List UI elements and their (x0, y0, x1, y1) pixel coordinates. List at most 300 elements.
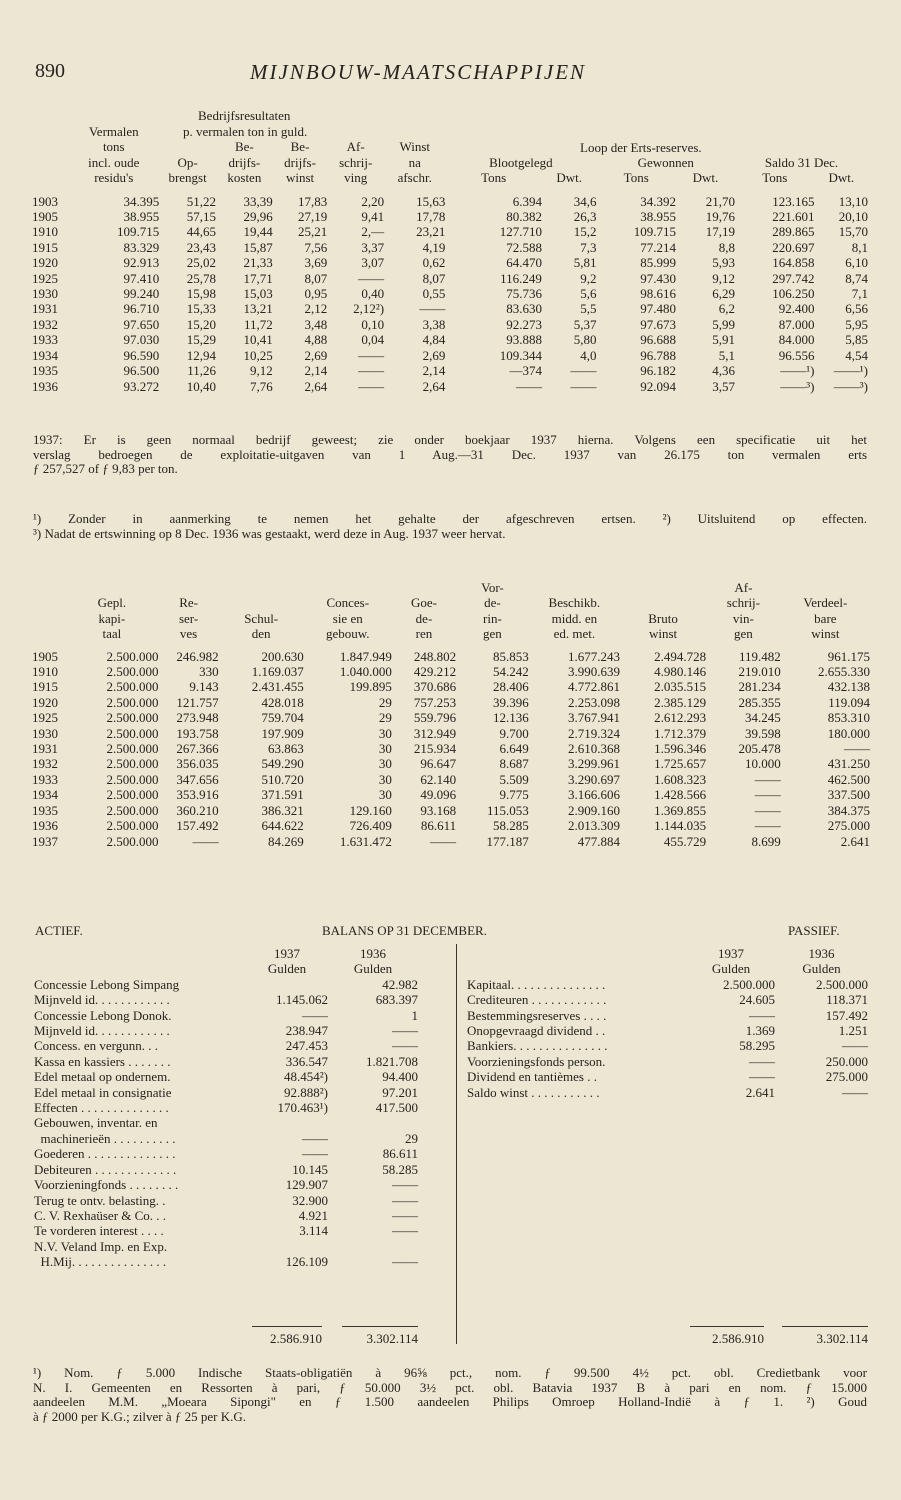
table-cell: 3,69 (304, 255, 328, 271)
balans-value: 1.145.062 (276, 992, 328, 1008)
table-cell: 0,95 (304, 286, 328, 302)
balans-value: 683.397 (375, 992, 418, 1008)
table2-column-header: den (251, 626, 271, 642)
table-cell: 33,39 (243, 193, 273, 209)
table1-column-header: Vermalen (88, 124, 139, 139)
table-row (32, 255, 868, 270)
balans-value: —— (302, 1146, 328, 1162)
passief-unit-header: Gulden (802, 961, 841, 977)
table-cell: 17,83 (298, 193, 328, 209)
table-cell: 961.175 (827, 648, 870, 664)
row-year: 1910 (32, 664, 58, 680)
table-cell: 2.909.160 (567, 802, 620, 818)
table-cell: 5.509 (499, 771, 529, 787)
table-cell: 119.482 (738, 648, 781, 664)
table-cell: 1.847.949 (339, 648, 392, 664)
table2-column-header: ren (415, 626, 433, 642)
balans-footnotes (33, 1366, 867, 1424)
table-row (32, 787, 870, 802)
table-cell: 1.725.657 (654, 756, 707, 772)
row-year: 1930 (32, 286, 58, 302)
table2-column-header: Gepl. (97, 595, 127, 611)
actief-total-rule-1937 (252, 1326, 322, 1327)
table-cell: 97.650 (123, 316, 160, 332)
table-cell: 8.687 (499, 756, 529, 772)
balans-label: Te vorderen interest . . . . (34, 1223, 164, 1239)
table-cell: 2,14 (422, 363, 446, 379)
balans-row (34, 992, 418, 1007)
row-year: 1937 (32, 833, 58, 849)
table-cell: 7,1 (851, 286, 868, 302)
balans-value: 157.492 (825, 1007, 868, 1023)
passief-total-1937: 2.586.910 (712, 1331, 764, 1346)
table-cell: 1.428.566 (654, 787, 707, 803)
table-cell: 285.355 (738, 694, 781, 710)
table1-column-header: afschr. (397, 170, 432, 186)
table2-column-header: de- (415, 610, 433, 626)
balans-value: 126.109 (285, 1254, 328, 1270)
table-cell: 5,81 (573, 255, 597, 271)
note-line: 1937: Er is geen normaal bedrijf geweest; zie onder boekjaar 1937 hierna. Volgens een specificatie uit het (33, 432, 867, 447)
table-cell: 115.053 (486, 802, 529, 818)
table-cell: —— (754, 802, 781, 818)
table-cell: 759.704 (261, 710, 304, 726)
table1-column-header: Saldo 31 Dec. (764, 154, 839, 170)
actief-unit-header: Gulden (267, 961, 307, 977)
table-cell: 4.772.861 (567, 679, 620, 695)
table-cell: —— (419, 301, 446, 317)
table-cell: 2.500.000 (106, 710, 159, 726)
table-cell: 86.611 (420, 818, 457, 834)
table-cell: 30 (378, 787, 392, 803)
table-cell: —— (754, 787, 781, 803)
balans-title: BALANS OP 31 DECEMBER. (322, 923, 487, 938)
table2-column-header: Goe- (410, 595, 437, 611)
table-row (32, 209, 868, 224)
table2-column-header: Schul- (244, 610, 279, 626)
balans-row (34, 1208, 418, 1223)
table1-note-1937 (33, 433, 867, 477)
balans-value: 275.000 (825, 1069, 868, 1085)
table1-column-header: Af- (346, 139, 365, 155)
table-cell: 20,10 (838, 209, 868, 225)
table-cell: 127.710 (499, 224, 542, 240)
table-cell: 199.895 (349, 679, 392, 695)
table1-column-header: kosten (227, 170, 262, 186)
balans-row (34, 1146, 418, 1161)
table1-group-header-reserves: Loop der Erts-reserves. (580, 140, 702, 155)
balans-value: 1.821.708 (366, 1053, 418, 1069)
balans-value: —— (842, 1038, 868, 1054)
balans-label: Gebouwen, inventar. en (34, 1115, 158, 1131)
table-cell: 275.000 (827, 818, 870, 834)
table-cell: 5,5 (580, 301, 597, 317)
balans-value: 94.400 (382, 1069, 418, 1085)
table-cell: 96.556 (778, 347, 815, 363)
table-cell: 17,71 (243, 270, 273, 286)
table-cell: 15,63 (416, 193, 446, 209)
table-cell: 429.212 (413, 664, 457, 680)
table-cell: 99.240 (123, 286, 160, 302)
table-cell: 1.040.000 (339, 664, 392, 680)
table-cell: 2.431.455 (251, 679, 304, 695)
table-cell: 12.136 (492, 710, 529, 726)
balans-label: Edel metaal in consignatie (34, 1084, 172, 1100)
table-cell: 2,69 (304, 347, 328, 363)
balans-row (467, 992, 868, 1007)
balans-value: —— (749, 1007, 775, 1023)
table1-column-header: drijfs- (228, 154, 261, 170)
table-cell: 4,36 (712, 363, 736, 379)
actief-year-header: 1937 (274, 946, 300, 961)
table-cell: 84.000 (778, 332, 815, 348)
balans-label: Concessie Lebong Simpang (34, 976, 180, 992)
balans-value: 29 (405, 1130, 418, 1146)
table-cell: 386.321 (261, 802, 304, 818)
table-cell: 180.000 (827, 725, 870, 741)
table1-column-header: residu's (94, 170, 134, 186)
table-cell: 5,95 (845, 316, 868, 332)
table-cell: 9.775 (499, 787, 529, 803)
table-cell: 2.641 (840, 833, 870, 849)
balans-label: Debiteuren . . . . . . . . . . . . . (34, 1161, 177, 1177)
table-row (32, 741, 870, 756)
table-cell: 72.588 (506, 239, 542, 255)
table-cell: 13,10 (838, 193, 868, 209)
balans-row (34, 1008, 418, 1023)
table-cell: 5,80 (573, 332, 597, 348)
row-year: 1934 (32, 347, 58, 363)
table-cell: 44,65 (186, 224, 216, 240)
balans-passief-title: PASSIEF. (788, 923, 840, 938)
table-cell: 6.649 (499, 741, 529, 757)
table-cell: 97.430 (640, 270, 676, 286)
table1-column-header: winst (285, 170, 315, 186)
table1-column-header: schrij- (339, 154, 373, 170)
table-cell: —— (570, 378, 597, 394)
balans-label: Edel metaal op ondernem. (34, 1069, 171, 1085)
balans-row (34, 1085, 418, 1100)
table-cell: 34.395 (123, 193, 160, 209)
table-cell: 10,40 (186, 378, 216, 394)
table-cell: 15,03 (243, 286, 273, 302)
page-number: 890 (35, 60, 65, 82)
table2-column-header: Conces- (326, 595, 370, 611)
balans-value (328, 1239, 418, 1254)
balans-row (467, 1085, 868, 1100)
table-cell: 3,38 (422, 316, 446, 332)
table-cell: —— (358, 378, 385, 394)
row-year: 1930 (32, 725, 58, 741)
balans-value: 10.145 (292, 1161, 328, 1177)
table-cell: 9.700 (499, 725, 529, 741)
table1-column-header: Dwt. (556, 170, 583, 186)
table-row (32, 332, 868, 347)
table-cell: 93.888 (506, 332, 542, 348)
balans-row (467, 1008, 868, 1023)
table-cell: 21,70 (705, 193, 736, 209)
production-table (32, 124, 868, 394)
table2-column-header: de- (484, 595, 501, 611)
table-cell: 19,76 (705, 209, 736, 225)
table2-column-header: gebouw. (325, 626, 370, 642)
balans-value: 97.201 (382, 1084, 418, 1100)
table-cell: 98.616 (640, 286, 676, 302)
table1-column-header: Tons (623, 170, 649, 186)
table2-column-header: Bruto (648, 610, 678, 626)
table-cell: 177.187 (486, 833, 529, 849)
table-cell: 85.853 (492, 648, 529, 664)
balans-value: —— (302, 1130, 328, 1146)
table2-column-header: ves (179, 626, 198, 642)
table2-column-header: winst (648, 626, 678, 642)
table-cell: 29 (378, 694, 392, 710)
table-cell: 92.094 (640, 378, 676, 394)
balans-value: —— (749, 1069, 775, 1085)
table-cell: 0,55 (422, 286, 446, 302)
table2-column-header: gen (483, 626, 502, 642)
balans-row (34, 1193, 418, 1208)
table-row (32, 664, 870, 679)
table-cell: 432.138 (827, 679, 870, 695)
footnote-line: ¹) Nom. ƒ 5.000 Indische Staats-obligatiën à 96⅝ pct., nom. ƒ 99.500 4½ pct. obl. Credietbank voor (33, 1365, 867, 1380)
table-cell: 2,— (361, 224, 385, 240)
table-cell: 5,1 (718, 347, 736, 363)
balans-value: —— (392, 1192, 418, 1208)
balans-value: 170.463¹) (277, 1100, 328, 1116)
table2-column-header: Beschikb. (548, 595, 601, 611)
footnote-line: aandeelen M.M. „Moeara Sipongi" en ƒ 1.500 aandeelen Philips Omroep Holland-Indië à ƒ 1. ²) Goud (33, 1394, 867, 1409)
table-cell: 38.955 (640, 209, 676, 225)
table-cell: 3.166.606 (567, 787, 620, 803)
table-cell: 644.622 (261, 818, 304, 834)
table-cell: 5,37 (573, 316, 597, 332)
table-cell: 2.013.309 (567, 818, 620, 834)
actief-table (34, 946, 418, 1270)
table-cell: 1.144.035 (654, 818, 707, 834)
table-cell: 34.245 (744, 710, 781, 726)
balans-value: 24.605 (739, 992, 775, 1008)
balans-label: Concessie Lebong Donok. (34, 1007, 172, 1023)
table2-column-header: gen (734, 626, 753, 642)
table-cell: 1.712.379 (654, 725, 707, 741)
table-cell: 248.802 (413, 648, 457, 664)
table-cell: 62.140 (420, 771, 457, 787)
balans-value: —— (392, 1207, 418, 1223)
balans-row (467, 1038, 868, 1053)
table-cell: 2.500.000 (106, 833, 159, 849)
table-cell: 13,21 (243, 301, 273, 317)
balans-row (34, 977, 418, 992)
balans-row (467, 1069, 868, 1084)
table-cell: 7,76 (250, 378, 273, 394)
table-row (32, 710, 870, 725)
table-cell: 219.010 (738, 664, 781, 680)
table-cell: —— (844, 741, 870, 757)
note-line: ƒ 257,527 of ƒ 9,83 per ton. (33, 461, 178, 476)
table-cell: 2.500.000 (106, 725, 159, 741)
table-cell: 3.290.697 (567, 771, 620, 787)
table-cell: 289.865 (772, 224, 815, 240)
table-cell: 164.858 (772, 255, 815, 271)
financial-table (32, 580, 870, 849)
table1-column-header: ving (344, 170, 368, 186)
table-cell: 370.686 (413, 679, 457, 695)
table-cell: 96.788 (640, 347, 676, 363)
balans-label: Voorzieningfonds . . . . . . . . (34, 1177, 179, 1193)
balans-value: 129.907 (285, 1177, 328, 1193)
table-cell: 2,20 (361, 193, 385, 209)
table-cell: 12,94 (186, 347, 216, 363)
table-cell: 2,12²) (353, 301, 385, 317)
table-row (32, 224, 868, 239)
balans-value: —— (392, 1223, 418, 1239)
row-year: 1932 (32, 756, 58, 772)
table-cell: 8,74 (845, 270, 868, 286)
table-cell: —374 (509, 363, 542, 379)
table-cell: 28.406 (492, 679, 529, 695)
table-cell: 119.094 (828, 694, 870, 710)
table-cell: 129.160 (349, 802, 392, 818)
table-cell: 267.366 (176, 741, 219, 757)
row-year: 1905 (32, 209, 58, 225)
table-cell: 92.400 (778, 301, 815, 317)
balans-row (34, 1100, 418, 1115)
balans-value (246, 1239, 328, 1254)
table-row (32, 695, 870, 710)
table-cell: ——¹) (833, 363, 868, 379)
table-cell: 1.169.037 (251, 664, 304, 680)
table2-column-header: rin- (483, 610, 502, 626)
table-cell: 3.767.941 (567, 710, 620, 726)
table-cell: 25,02 (186, 255, 216, 271)
balans-label: Dividend en tantièmes . . (467, 1069, 597, 1085)
balans-value (246, 1115, 328, 1130)
table-cell: 21,33 (243, 255, 273, 271)
table-cell: 116.249 (500, 270, 542, 286)
table-cell: 2.500.000 (106, 679, 159, 695)
table-cell: 30 (378, 725, 392, 741)
balans-value: 238.947 (285, 1023, 328, 1039)
table2-column-header: Vor- (481, 580, 504, 595)
table-cell: 281.234 (738, 679, 781, 695)
balans-label: Voorzieningsfonds person. (467, 1053, 606, 1069)
table-cell: 34.392 (640, 193, 676, 209)
balans-label: machinerieën . . . . . . . . . . (34, 1130, 176, 1146)
table-cell: ——³) (833, 378, 868, 394)
table-cell: 29,96 (243, 209, 273, 225)
balans-value: 4.921 (298, 1207, 328, 1223)
row-year: 1910 (32, 224, 58, 240)
table-cell: 80.382 (506, 209, 542, 225)
table-cell: 17,78 (416, 209, 446, 225)
table-cell: 371.591 (261, 787, 304, 803)
balans-value: 48.454²) (284, 1069, 328, 1085)
balans-label: N.V. Veland Imp. en Exp. (34, 1238, 168, 1254)
table2-column-header: ser- (178, 610, 199, 626)
table-cell: 9,12 (250, 363, 273, 379)
table-row (32, 772, 870, 787)
table-cell: 2.253.098 (567, 694, 620, 710)
row-year: 1936 (32, 378, 58, 394)
table-cell: 8,1 (851, 239, 868, 255)
balans-value: —— (392, 1038, 418, 1054)
table-row (32, 834, 870, 849)
table1-column-header: Tons (481, 170, 507, 186)
balans-value: —— (392, 1177, 418, 1193)
table2-column-header: vin- (732, 610, 754, 626)
balans-value: 3.114 (299, 1223, 328, 1239)
table1-column-header: Tons (762, 170, 788, 186)
balans-value: 250.000 (825, 1053, 868, 1069)
table-cell: 92.913 (123, 255, 160, 271)
passief-total-rule-1936 (782, 1326, 868, 1327)
table-cell: 2.035.515 (654, 679, 707, 695)
table-cell: 2.500.000 (106, 741, 159, 757)
table-cell: 2.500.000 (106, 771, 159, 787)
table1-column-header: brengst (168, 170, 207, 186)
table-cell: 3.299.961 (567, 756, 620, 772)
table-cell: 97.030 (123, 332, 160, 348)
table1-column-header: drijfs- (284, 154, 316, 170)
table-cell: 246.982 (176, 648, 219, 664)
balans-label: Mijnveld id. . . . . . . . . . . . (34, 992, 170, 1008)
balans-label: Bankiers. . . . . . . . . . . . . . . (467, 1038, 608, 1054)
balans-actief-title: ACTIEF. (35, 923, 83, 938)
table-cell: —— (358, 363, 385, 379)
table-row (32, 271, 868, 286)
table-cell: 96.590 (123, 347, 160, 363)
table-cell: 97.480 (640, 301, 676, 317)
table-cell: 2.610.368 (567, 741, 620, 757)
table-cell: 4,54 (845, 347, 868, 363)
table-cell: —— (192, 833, 219, 849)
table2-column-header: Verdeel- (803, 595, 848, 611)
table-cell: 96.647 (420, 756, 457, 772)
balans-label: Mijnveld id. . . . . . . . . . . . (34, 1023, 170, 1039)
table-cell: 15,70 (838, 224, 868, 240)
balans-row (34, 1239, 418, 1254)
table-row (32, 726, 870, 741)
table-cell: 384.375 (827, 802, 870, 818)
table-cell: 96.688 (640, 332, 676, 348)
table1-group-header-results-sub: p. vermalen ton in guld. (183, 124, 308, 139)
balans-label: Kassa en kassiers . . . . . . . (34, 1053, 171, 1069)
balans-value: 417.500 (375, 1100, 418, 1116)
row-year: 1936 (32, 818, 58, 834)
table-cell: 83.630 (506, 301, 542, 317)
table-cell: 2.500.000 (106, 664, 159, 680)
table-cell: 54.242 (492, 664, 529, 680)
table-cell: 2.655.330 (818, 664, 870, 680)
table-cell: —— (430, 833, 457, 849)
table-cell: 510.720 (261, 771, 304, 787)
table2-column-header: schrij- (726, 595, 760, 611)
table-cell: 58.285 (492, 818, 529, 834)
table-cell: 2.500.000 (106, 756, 159, 772)
table-cell: 7,3 (580, 239, 597, 255)
balans-value (246, 977, 328, 992)
actief-unit-header: Gulden (353, 961, 393, 977)
table-cell: 3,07 (361, 255, 385, 271)
passief-total-1936: 3.302.114 (816, 1331, 868, 1346)
table2-column-header: bare (814, 610, 837, 626)
table-cell: 455.729 (663, 833, 707, 849)
balans-value: 118.371 (826, 992, 868, 1008)
table-cell: 5,6 (580, 286, 597, 302)
table-cell: 0,04 (361, 332, 385, 348)
table-row (32, 286, 868, 301)
